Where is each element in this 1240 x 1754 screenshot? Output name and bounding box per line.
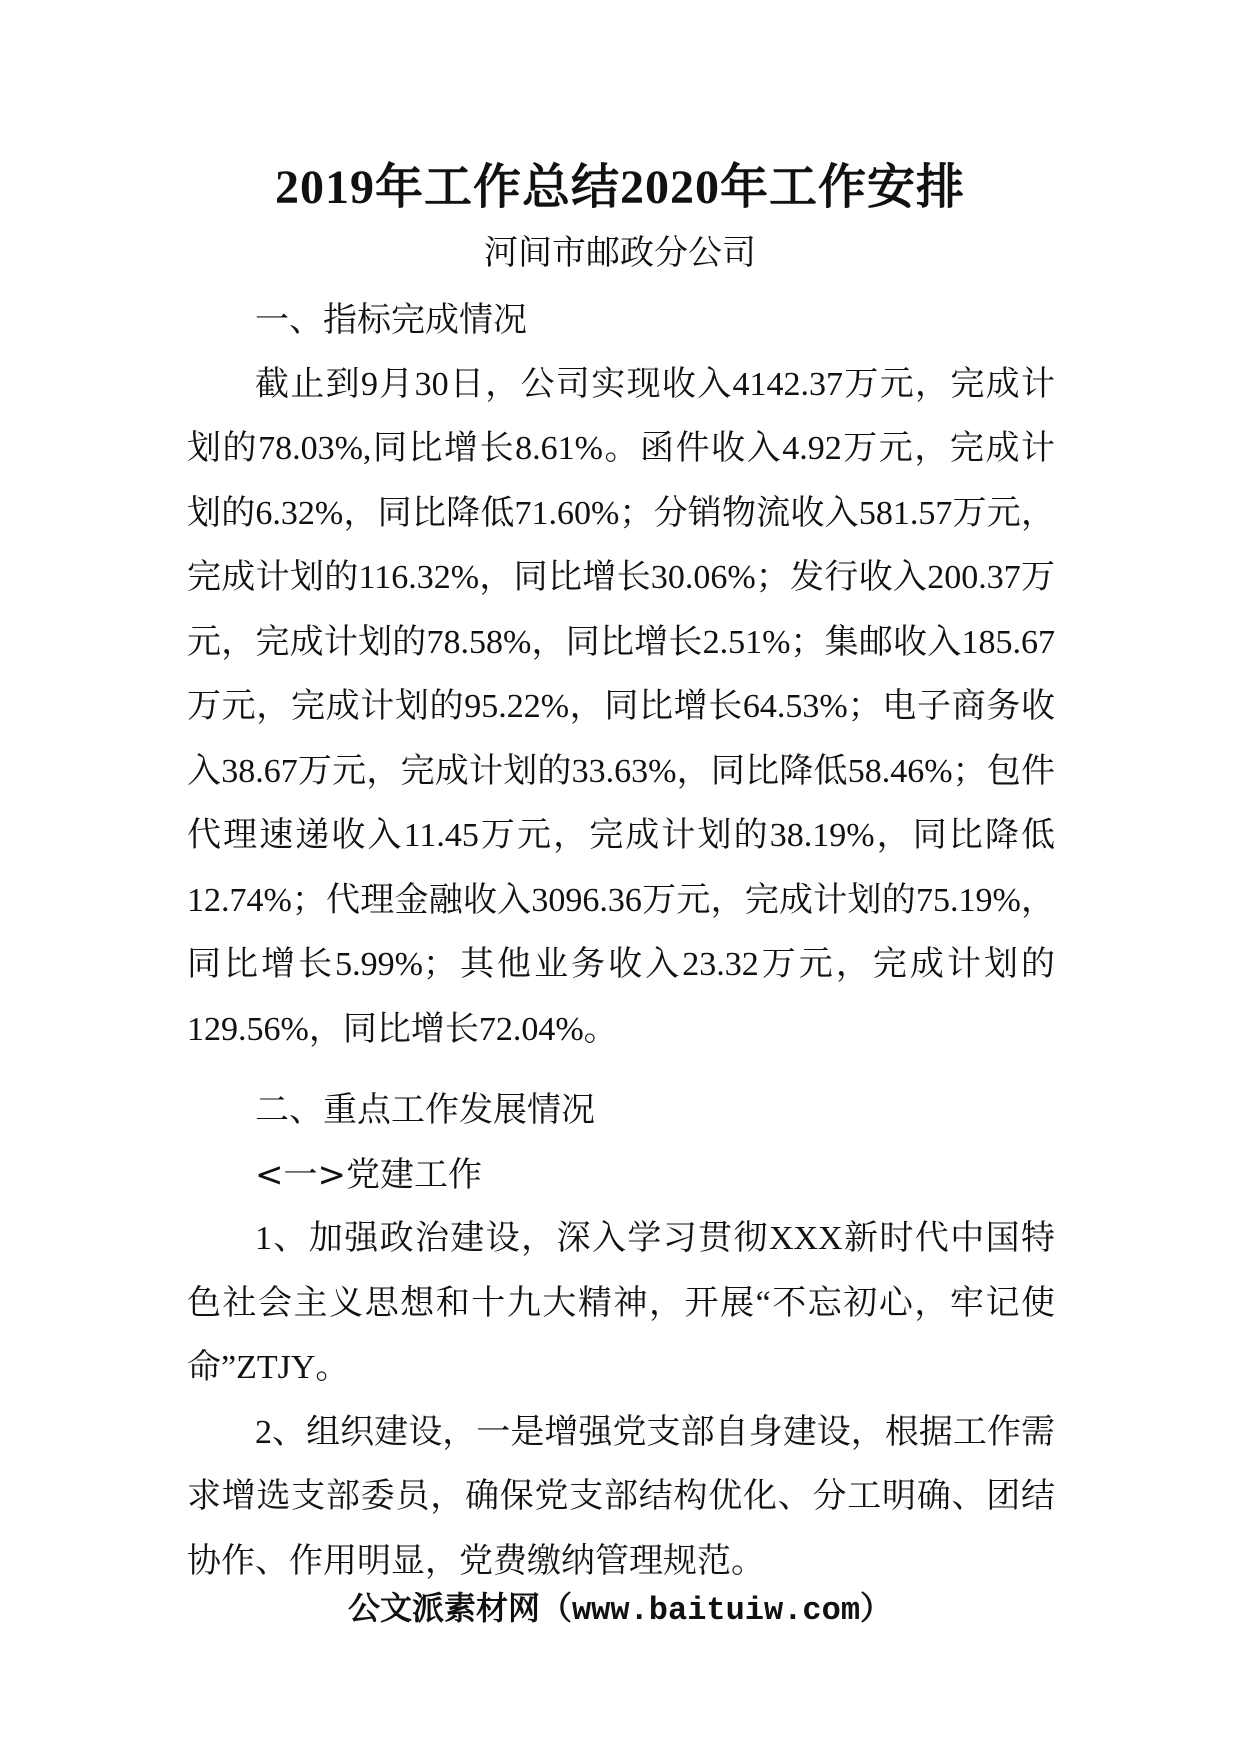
document-title: 2019年工作总结2020年工作安排 xyxy=(274,161,965,214)
section-indicators xyxy=(187,288,1055,1062)
section-2-heading: 二、重点工作发展情况 xyxy=(255,1090,595,1130)
footer-url[interactable]: （www.baituiw.com） xyxy=(539,1592,893,1629)
organization-name: 河间市邮政分公司 xyxy=(484,233,756,273)
footer-site-name: 公文派素材网 xyxy=(347,1589,540,1627)
section-1-heading: 一、指标完成情况 xyxy=(255,300,527,340)
page-footer xyxy=(0,1586,1240,1633)
indicators-paragraph: 截止到9月30日，公司实现收入4142.37万元，完成计划的78.03%,同比增长8.61%。函件收入4.92万元，完成计划的6.32%，同比降低71.60%；分销物流收入581.57万元，完成计划的116.32%，同比增长30.06%；发行收入200.37万元，完成计划的78.58%，同比增长2.51%；集邮收入185.67万元，完成计划的95.22%，同比增长64.53%；电子商务收入38.67万元，完成计划的33.63%，同比降低58.46%；包件代理速递收入11.45万元，完成计划的38.19%，同比降低12.74%；代理金融收入3096.36万元，完成计划的75.19%，同比增长5.99%；其他业务收入23.32万元，完成计划的129.56%，同比增长72.04%。 xyxy=(187,365,1055,1048)
party-work-subheading: <一>党建工作 xyxy=(255,1154,482,1195)
party-work-item-1: 1、加强政治建设，深入学习贯彻XXX新时代中国特色社会主义思想和十九大精神，开展“不忘初心，牢记使命”ZTJY。 xyxy=(187,1220,1055,1386)
section-key-work xyxy=(187,1078,1055,1594)
party-work-item-2: 2、组织建设，一是增强党支部自身建设，根据工作需求增选支部委员，确保党支部结构优化、分工明确、团结协作、作用明显，党费缴纳管理规范。 xyxy=(187,1413,1055,1580)
